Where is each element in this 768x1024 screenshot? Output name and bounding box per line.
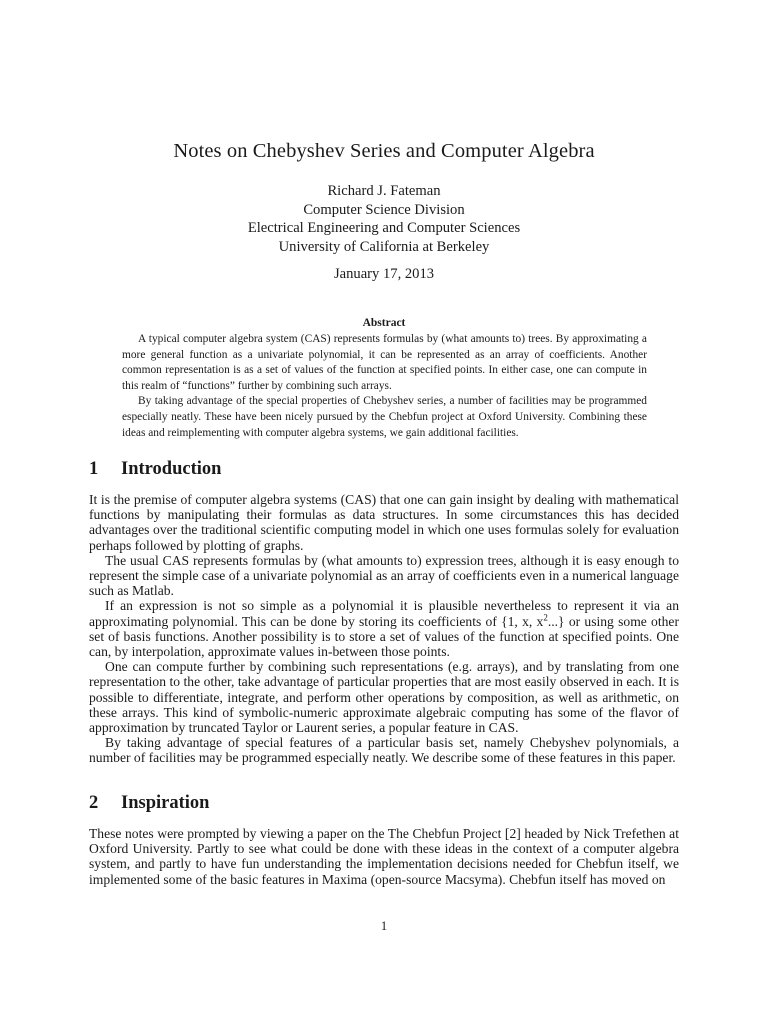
section-body-introduction xyxy=(89,492,679,766)
superscript: 2 xyxy=(543,612,548,623)
body-paragraph-text: ...} or using some other set of basis functions. Another possibility is to store a set of values of the function at specified points. One can, by interpolation, approximate values in-between those points. xyxy=(89,613,679,660)
body-paragraph-text: If an expression is not so simple as a polynomial it is plausible nevertheless to represent it via an approximating polynomial. This can be done by storing its coefficients of {1, x, x xyxy=(89,598,679,629)
section-number: 2 xyxy=(89,793,99,813)
section-title: Inspiration xyxy=(121,793,210,813)
page-number: 1 xyxy=(380,919,388,933)
body-paragraph: By taking advantage of special features of a particular basis set, namely Chebyshev polynomials, a number of facilities may be programmed especially neatly. We describe some of these features in this paper. xyxy=(89,735,679,766)
body-paragraph: These notes were prompted by viewing a paper on the The Chebfun Project [2] headed by Nick Trefethen at Oxford University. Partly to see what could be done with these ideas in the context of a computer algebra system, and partly to have fun understanding the implementation decisions needed for Chebfun itself, we implemented some of the basic features in Maxima (open-source Macsyma). Chebfun itself has moved on xyxy=(89,826,679,887)
body-paragraph xyxy=(89,598,679,659)
section-number: 1 xyxy=(89,459,99,479)
body-paragraph: It is the premise of computer algebra systems (CAS) that one can gain insight by dealing with mathematical functions by manipulating their formulas as data structures. In some circumstances this has decided advantages over the traditional scientific computing model in which one uses formulas solely for evaluation perhaps followed by plotting of graphs. xyxy=(89,492,679,553)
section-title: Introduction xyxy=(121,459,222,479)
section-heading-inspiration xyxy=(89,793,209,814)
author-division: Computer Science Division xyxy=(303,201,465,218)
author-name: Richard J. Fateman xyxy=(327,183,441,199)
paper-date: January 17, 2013 xyxy=(333,266,435,282)
abstract-paragraph: A typical computer algebra system (CAS) represents formulas by (what amounts to) trees. By approximating a more general function as a univariate polynomial, it can be represented as an array of coefficients. Another common representation is as a set of values of the function at specified points. In either case, one can compute in this realm of “functions” further by combining such arrays. xyxy=(122,333,647,392)
author-department: Electrical Engineering and Computer Sciences xyxy=(247,220,521,236)
paper-title: Notes on Chebyshev Series and Computer Algebra xyxy=(173,140,595,162)
body-paragraph: One can compute further by combining such representations (e.g. arrays), and by translating from one representation to the other, take advantage of particular properties that are most easily observed in each. It is possible to differentiate, integrate, and perform other operations by composition, as well as arithmetic, on these arrays. This kind of symbolic-numeric approximate algebraic computing has some of the flavor of approximation by truncated Taylor or Laurent series, a popular feature in CAS. xyxy=(89,659,679,736)
section-body-inspiration xyxy=(89,826,679,887)
body-paragraph: The usual CAS represents formulas by (what amounts to) expression trees, although it is easy enough to represent the simple case of a univariate polynomial as an array of coefficients even in a numerical language such as Matlab. xyxy=(89,552,679,599)
author-university: University of California at Berkeley xyxy=(278,238,490,255)
abstract-body xyxy=(122,332,647,441)
abstract-heading: Abstract xyxy=(362,317,406,329)
section-heading-introduction xyxy=(89,459,221,480)
author-block xyxy=(0,182,768,256)
abstract-paragraph: By taking advantage of the special properties of Chebyshev series, a number of facilities may be programmed especially neatly. These have been nicely pursued by the Chebfun project at Oxford University. Combining these ideas and reimplementing with computer algebra systems, we gain additional facilities. xyxy=(122,395,647,439)
